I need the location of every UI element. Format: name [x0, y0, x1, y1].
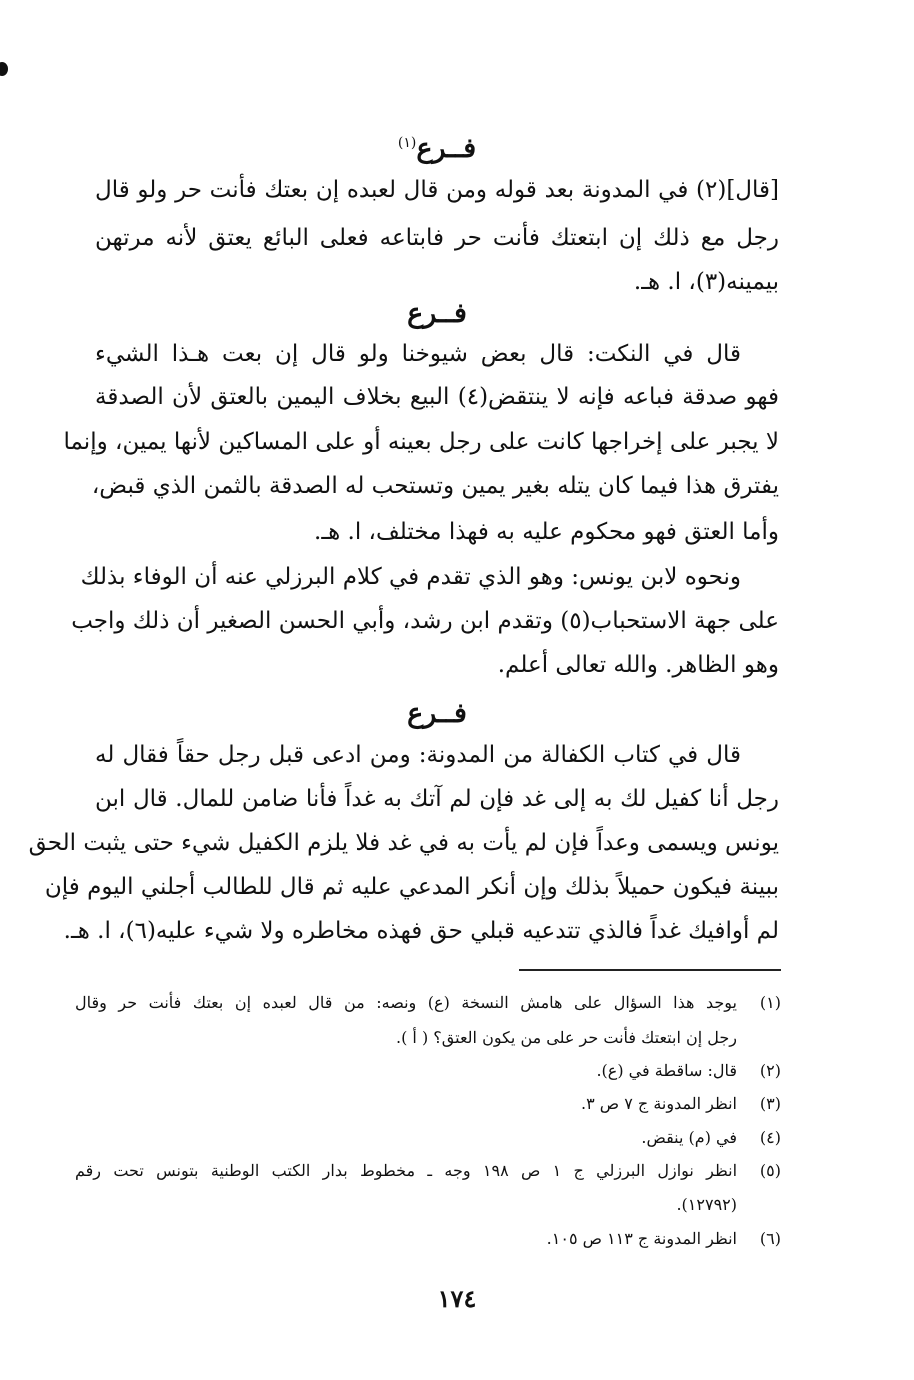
footnote-marker: (١)	[397, 135, 417, 151]
paragraph-3	[71, 557, 779, 687]
paragraph-1	[95, 170, 779, 300]
text-line: فهو صدقة فباعه فإنه لا ينتقض(٤) البيع بخلاف اليمين بالعتق لأن الصدقة	[95, 384, 779, 410]
text-line: يونس ويسمى وعداً فإن لم يأت به في غد فلا يلزم الكفيل شيء حتى يثبت الحق	[28, 830, 779, 856]
footnote-text: (١٢٧٩٢).	[676, 1195, 737, 1214]
footnote-text: رجل إن ابتعتك فأنت حر على من يكون العتق؟ ( أ ).	[396, 1028, 737, 1047]
footnote-number: (٤)	[759, 1128, 781, 1147]
footnote-text: انظر نوازل البرزلي ج ١ ص ١٩٨ وجه ـ مخطوط بدار الكتب الوطنية بتونس تحت رقم	[75, 1161, 738, 1180]
section-heading-1	[95, 135, 779, 162]
footnote-1-cont	[75, 1021, 781, 1055]
footnote-2	[75, 1054, 781, 1088]
text-line: على جهة الاستحباب(٥) وتقدم ابن رشد، وأبي الحسن الصغير أن ذلك واجب	[71, 608, 779, 634]
footnote-5-cont	[75, 1188, 781, 1222]
paragraph-2	[63, 334, 779, 554]
text-line: وأما العتق فهو محكوم عليه به فهذا مختلف، ا. هـ.	[314, 519, 779, 545]
footnotes	[75, 986, 781, 1256]
footnote-divider	[519, 969, 781, 971]
section-heading-3: فــرع	[407, 698, 467, 729]
footnote-3	[75, 1087, 781, 1121]
footnote-text: يوجد هذا السؤال على هامش النسخة (ع) ونصه: من قال لعبده إن بعتك فأنت حر وقال	[75, 993, 737, 1012]
text-line: يفترق هذا فيما كان يتله بغير يمين وتستحب له الصدقة بالثمن الذي قبض،	[91, 473, 779, 499]
footnote-5	[75, 1154, 781, 1188]
text-line: بيمينه(٣)، ا. هـ.	[633, 269, 779, 295]
footnote-6	[75, 1222, 781, 1256]
text-line: لم أوافيك غداً فالذي تتدعيه قبلي حق فهذه مخاطره ولا شيء عليه(٦)، ا. هـ.	[63, 918, 779, 944]
text-line: رجل مع ذلك إن ابتعتك فأنت حر فابتاعه فعلى البائع يعتق لأنه مرتهن	[95, 225, 779, 251]
footnote-number: (١)	[759, 993, 781, 1012]
text-line: رجل أنا كفيل لك به إلى غد فإن لم آتك به غداً فأنا ضامن للمال. قال ابن	[95, 786, 779, 812]
footnote-number: (٢)	[759, 1061, 781, 1080]
page-number: ١٧٤	[437, 1284, 477, 1313]
footnote-number: (٣)	[759, 1094, 781, 1113]
heading-text: فــرع	[416, 133, 477, 164]
text-line: قال في النكت: قال بعض شيوخنا ولو قال إن بعت هـذا الشيء	[95, 341, 741, 367]
text-line: ببينة فيكون حميلاً بذلك وإن أنكر المدعي عليه ثم قال للطالب أجلني اليوم فإن	[44, 874, 779, 900]
footnote-number: (٦)	[759, 1229, 781, 1248]
footnote-text: في (م) ينقض.	[641, 1128, 737, 1147]
footnote-number: (٥)	[759, 1161, 781, 1180]
footnote-text: قال: ساقطة في (ع).	[596, 1061, 737, 1080]
text-line: [قال](٢) في المدونة بعد قوله ومن قال لعبده إن بعتك فأنت حر ولو قال	[95, 177, 779, 203]
margin-dot	[0, 62, 8, 76]
paragraph-4	[28, 735, 779, 955]
text-line: قال في كتاب الكفالة من المدونة: ومن ادعى قبل رجل حقاً فقال له	[95, 742, 741, 768]
footnote-text: انظر المدونة ج ١١٣ ص ١٠٥.	[546, 1229, 737, 1248]
footnote-1	[75, 986, 781, 1020]
footnote-text: انظر المدونة ج ٧ ص ٣.	[581, 1094, 737, 1113]
text-line: ونحوه لابن يونس: وهو الذي تقدم في كلام البرزلي عنه أن الوفاء بذلك	[80, 564, 741, 590]
footnote-4	[75, 1121, 781, 1155]
section-heading-2: فــرع	[407, 298, 467, 329]
text-line: وهو الظاهر. والله تعالى أعلم.	[497, 652, 779, 678]
text-line: لا يجبر على إخراجها كانت على رجل بعينه أو على المساكين لأنها يمين، وإنما	[63, 429, 779, 455]
